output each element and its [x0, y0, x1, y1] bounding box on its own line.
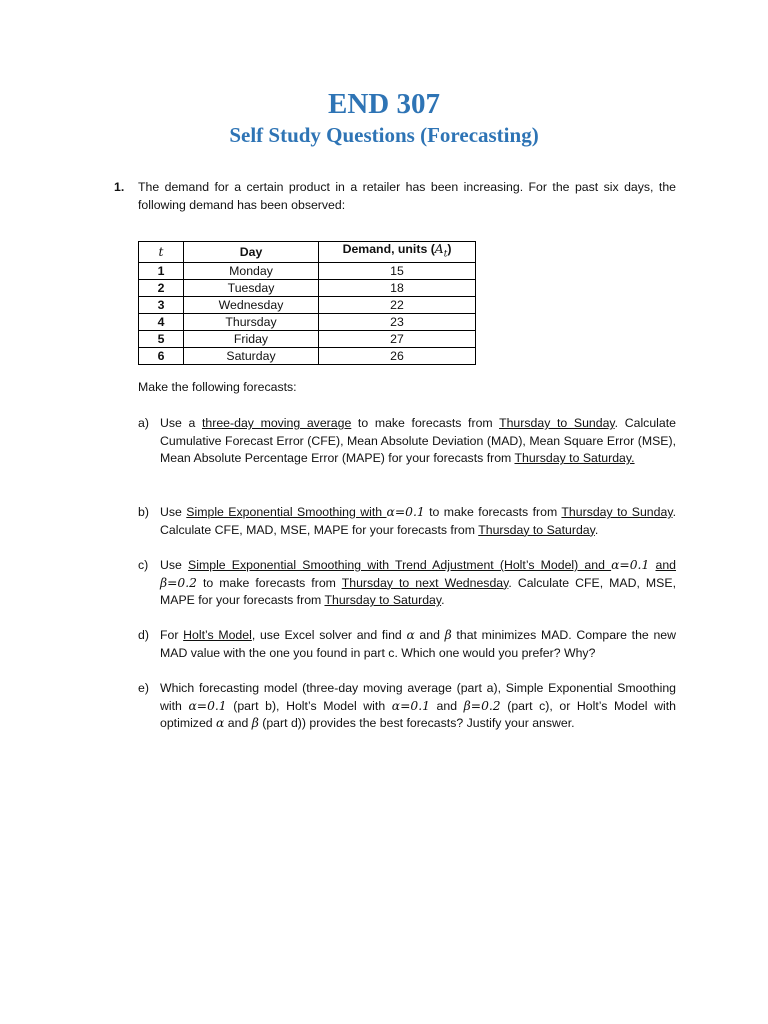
cell-day: Tuesday: [184, 280, 319, 297]
table-row: [139, 314, 476, 331]
part-text: Use Simple Exponential Smoothing with α=0.1 to make forecasts from Thursday to Sunday. Calculate CFE, MAD, MSE, MAPE for your forecasts from Thursday to Saturday.: [160, 505, 676, 537]
part-text: Use Simple Exponential Smoothing with Trend Adjustment (Holt’s Model) and α=0.1 and β=0.2 to make forecasts from Thursday to next Wednesday. Calculate CFE, MAD, MSE, MAPE for your forecasts from Thursday to Saturday.: [160, 558, 677, 608]
table-row: [139, 331, 476, 348]
question-text: The demand for a certain product in a retailer has been increasing. For the past six days, the following demand has been observed:: [138, 180, 676, 212]
part-text: Which forecasting model (three-day moving average (part a), Simple Exponential Smoothing with α=0.1 (part b), Holt’s Model with α=0.1 and β=0.2 (part c), or Holt’s Model with optimized α and β (part d)) provides the best forecasts? Justify your answer.: [160, 681, 676, 731]
part-b: [138, 504, 676, 539]
part-text: Use a three-day moving average to make forecasts from Thursday to Sunday. Calculate Cumulative Forecast Error (CFE), Mean Absolute Deviation (MAD), Mean Square Error (MSE), Mean Absolute Percentage Error (MAPE) for your forecasts from Thursday to Saturday.: [160, 416, 676, 466]
cell-day: Wednesday: [184, 297, 319, 314]
table-row: [139, 263, 476, 280]
part-text: For Holt’s Model, use Excel solver and find α and β that minimizes MAD. Compare the new MAD value with the one you found in part c. Which one would you prefer? Why?: [160, 628, 676, 660]
cell-t: 2: [139, 280, 184, 297]
question-1: [114, 179, 676, 214]
part-c: [138, 557, 676, 610]
cell-demand: 18: [319, 280, 476, 297]
cell-demand: 26: [319, 348, 476, 365]
header-t: t: [139, 242, 184, 263]
cell-demand: 22: [319, 297, 476, 314]
cell-t: 5: [139, 331, 184, 348]
cell-t: 3: [139, 297, 184, 314]
cell-day: Monday: [184, 263, 319, 280]
cell-day: Friday: [184, 331, 319, 348]
table-row: [139, 297, 476, 314]
part-label: e): [138, 681, 149, 695]
header-demand: Demand, units $(A_t)$: [319, 242, 476, 263]
cell-demand: 27: [319, 331, 476, 348]
course-title: END 307: [328, 88, 440, 120]
header-day: Day: [184, 242, 319, 263]
part-a: [138, 415, 676, 468]
table-row: [139, 280, 476, 297]
part-label: a): [138, 416, 149, 430]
part-label: d): [138, 628, 149, 642]
part-label: b): [138, 505, 149, 519]
demand-table: [138, 241, 476, 365]
cell-t: 6: [139, 348, 184, 365]
cell-day: Thursday: [184, 314, 319, 331]
instructions-intro: Make the following forecasts:: [138, 380, 297, 394]
part-e: [138, 680, 676, 733]
cell-t: 1: [139, 263, 184, 280]
cell-day: Saturday: [184, 348, 319, 365]
cell-t: 4: [139, 314, 184, 331]
cell-demand: 15: [319, 263, 476, 280]
table-header-row: [139, 242, 476, 263]
part-label: c): [138, 558, 149, 572]
table-row: [139, 348, 476, 365]
part-d: [138, 627, 676, 662]
question-number: 1.: [114, 180, 125, 194]
cell-demand: 23: [319, 314, 476, 331]
document-subtitle: Self Study Questions (Forecasting): [229, 123, 539, 147]
